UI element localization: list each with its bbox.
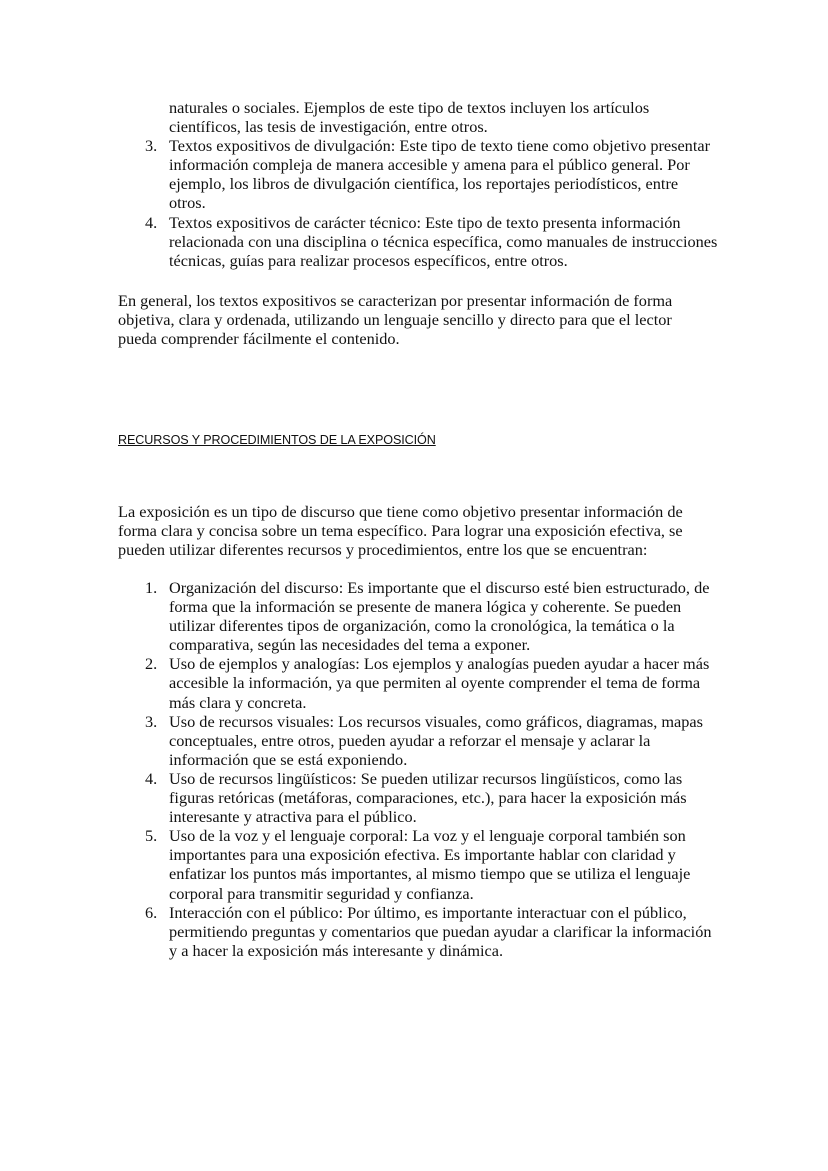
- list-item: [118, 654, 718, 711]
- list-item: [118, 903, 718, 960]
- text-types-list: [118, 98, 718, 270]
- list-item-number: 3.: [145, 136, 158, 156]
- list-item-text: Textos expositivos de carácter técnico: Este tipo de texto presenta información relacionada con una disciplina o técnica específica, como manuales de instrucciones técnicas, guías para realizar procesos específicos, entre otros.: [169, 212, 718, 270]
- list-item-text: naturales o sociales. Ejemplos de este tipo de textos incluyen los artículos científicos, las tesis de investigación, entre otros.: [169, 98, 650, 137]
- list-item: [118, 826, 718, 902]
- list-item-text: Organización del discurso: Es importante que el discurso esté bien estructurado, de forma que la información se presente de manera lógica y coherente. Se pueden utilizar diferentes tipos de organización, como la cronológica, la temática o la comparativa, según las necesidades del tema a exponer.: [169, 578, 710, 655]
- list-item-text: Uso de recursos visuales: Los recursos visuales, como gráficos, diagramas, mapas conceptuales, entre otros, pueden ayudar a reforzar el mensaje y aclarar la información que se está exponiendo.: [169, 711, 703, 769]
- list-item-number: 3.: [145, 711, 158, 731]
- list-item-number: 5.: [145, 826, 158, 846]
- list-item-number: 4.: [145, 768, 158, 788]
- list-item-number: 6.: [145, 902, 158, 922]
- list-item-text: Uso de la voz y el lenguaje corporal: La voz y el lenguaje corporal también son importantes para una exposición efectiva. Es importante hablar con claridad y enfatizar los puntos más importantes, al mismo tiempo que se utiliza el lenguaje corporal para transmitir seguridad y confianza.: [169, 826, 691, 903]
- list-item: [118, 712, 718, 769]
- list-item-number: 1.: [145, 578, 158, 597]
- list-item-text: Uso de recursos lingüísticos: Se pueden utilizar recursos lingüísticos, como las figuras retóricas (metáforas, comparaciones, etc.), para hacer la exposición más interesante y atractiva para el público.: [169, 768, 687, 827]
- resources-list: [118, 578, 718, 960]
- list-item-text: Uso de ejemplos y analogías: Los ejemplos y analogías pueden ayudar a hacer más accesible la información, ya que permiten al oyente comprender el tema de forma más clara y concreta.: [169, 654, 710, 712]
- list-item: [118, 213, 718, 270]
- list-item-text: Interacción con el público: Por último, es importante interactuar con el público, permitiendo preguntas y comentarios que puedan ayudar a clarificar la información y a hacer la exposición más interesante y dinámica.: [169, 902, 712, 960]
- list-item-text: Textos expositivos de divulgación: Este tipo de texto tiene como objetivo presentar información compleja de manera accesible y amena para el público general. Por ejemplo, los libros de divulgación científica, los reportajes periodísticos, entre otros.: [169, 136, 710, 213]
- list-item-continuation: [118, 98, 718, 136]
- summary-paragraph: En general, los textos expositivos se caracterizan por presentar información de forma objetiva, clara y ordenada, utilizando un lenguaje sencillo y directo para que el lector pueda comprender fácilmente el contenido.: [118, 291, 673, 349]
- list-item: [118, 136, 718, 212]
- intro-paragraph: La exposición es un tipo de discurso que tiene como objetivo presentar información de forma clara y concisa sobre un tema específico. Para lograr una exposición efectiva, se pueden utilizar diferentes recursos y procedimientos, entre los que se encuentran:: [118, 502, 683, 560]
- list-item-number: 4.: [145, 212, 158, 232]
- section-heading: RECURSOS Y PROCEDIMIENTOS DE LA EXPOSICIÓN: [118, 433, 436, 447]
- list-item: [118, 769, 718, 826]
- list-item: [118, 578, 718, 654]
- list-item-number: 2.: [145, 654, 158, 674]
